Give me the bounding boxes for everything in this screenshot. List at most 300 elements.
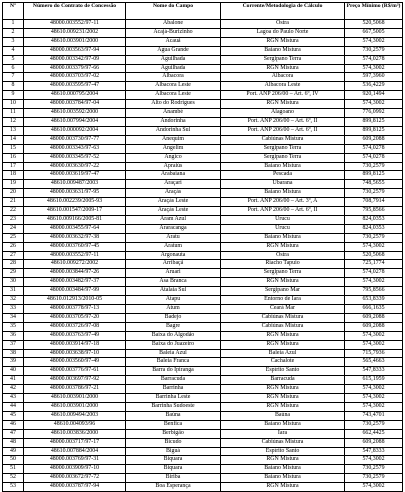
table-row	[3, 224, 403, 233]
cell-field-name: Aruari	[126, 269, 221, 278]
cell-minimum-price: 574,3002	[345, 331, 403, 340]
cell-methodology: Urucu	[221, 215, 345, 224]
cell-contract: 48610.003901/2000	[24, 402, 126, 411]
cell-minimum-price: 653,8339	[345, 296, 403, 305]
cell-contract: 48000.003455/97-64	[24, 224, 126, 233]
cell-methodology: Baiano Mistura	[221, 474, 345, 483]
table-row	[3, 135, 403, 144]
cell-field-name: Boa Esperança	[126, 483, 221, 492]
cell-methodology: Sergipano Terra	[221, 144, 345, 153]
cell-minimum-price: 824,0353	[345, 215, 403, 224]
cell-contract: 48610.007994/2004	[24, 117, 126, 126]
cell-contract: 48610.003592/2000	[24, 109, 126, 118]
cell-number: 7	[3, 73, 24, 82]
cell-minimum-price: 574,0278	[345, 144, 403, 153]
cell-field-name: Atapu	[126, 296, 221, 305]
cell-field-name: Biguá	[126, 447, 221, 456]
cell-methodology: Port. ANP 206/00 – Art. 6º, II	[221, 126, 345, 135]
cell-field-name: Argonauta	[126, 251, 221, 260]
table-row	[3, 456, 403, 465]
cell-number: 11	[3, 109, 24, 118]
cell-contract: 48000.003776/97-61	[24, 367, 126, 376]
cell-methodology: Baiano Mistura	[221, 46, 345, 55]
cell-minimum-price: 662,4425	[345, 429, 403, 438]
cell-methodology: Ubarana	[221, 180, 345, 189]
cell-field-name: Araracanga	[126, 224, 221, 233]
cell-contract: 48000.003730/97-77	[24, 135, 126, 144]
cell-contract: 48610.012913/2010-05	[24, 296, 126, 305]
cell-contract: 48000.003763/97-49	[24, 331, 126, 340]
cell-number: 22	[3, 207, 24, 216]
cell-minimum-price: 609,2088	[345, 322, 403, 331]
cell-contract: 48610.000795/2004	[24, 91, 126, 100]
cell-field-name: Baleia Azul	[126, 349, 221, 358]
cell-field-name: Angico	[126, 153, 221, 162]
cell-field-name: Arribaçã	[126, 260, 221, 269]
table-row	[3, 55, 403, 64]
cell-methodology: RGN Mistura	[221, 385, 345, 394]
cell-minimum-price: 574,3002	[345, 37, 403, 46]
cell-number: 24	[3, 224, 24, 233]
cell-field-name: Araçás	[126, 189, 221, 198]
cell-number: 41	[3, 376, 24, 385]
cell-methodology: Baiano Mistura	[221, 233, 345, 242]
table-row	[3, 438, 403, 447]
header-minimum-price: Preço Mínimo (R$/m³)	[345, 3, 403, 20]
cell-contract: 48000.003632/97-38	[24, 233, 126, 242]
table-row	[3, 91, 403, 100]
cell-contract: 48610.007884/2004	[24, 447, 126, 456]
table-row	[3, 233, 403, 242]
cell-number: 26	[3, 242, 24, 251]
cell-methodology: Cachalote	[221, 358, 345, 367]
cell-minimum-price: 666,1635	[345, 305, 403, 314]
cell-methodology: RGN Mistura	[221, 278, 345, 287]
cell-field-name: Araçás Leste	[126, 207, 221, 216]
table-row	[3, 180, 403, 189]
cell-number: 16	[3, 153, 24, 162]
cell-field-name: Biriba	[126, 474, 221, 483]
table-row	[3, 429, 403, 438]
cell-number: 4	[3, 46, 24, 55]
cell-field-name: Atalaia Sul	[126, 287, 221, 296]
cell-minimum-price: 565,4663	[345, 358, 403, 367]
table-row	[3, 100, 403, 109]
cell-methodology: RGN Mistura	[221, 64, 345, 73]
cell-number: 29	[3, 269, 24, 278]
cell-contract: 48000.003760/97-45	[24, 242, 126, 251]
table-body	[3, 20, 403, 492]
cell-minimum-price: 795,8566	[345, 207, 403, 216]
cell-contract: 48610.002239/2005-93	[24, 198, 126, 207]
cell-minimum-price: 574,3002	[345, 483, 403, 492]
cell-number: 19	[3, 180, 24, 189]
table-row	[3, 117, 403, 126]
cell-field-name: Barrinha	[126, 385, 221, 394]
cell-field-name: Asa Branca	[126, 278, 221, 287]
cell-methodology: Baiano Mistura	[221, 189, 345, 198]
cell-number: 36	[3, 331, 24, 340]
cell-field-name: Barra do Ipiranga	[126, 367, 221, 376]
table-row	[3, 64, 403, 73]
cell-number: 14	[3, 135, 24, 144]
cell-methodology: Cabiúnas Mistura	[221, 135, 345, 144]
minimum-price-table	[2, 2, 403, 492]
cell-contract: 48000.003778/97-13	[24, 305, 126, 314]
cell-minimum-price: 748,5655	[345, 180, 403, 189]
cell-methodology: Port. ANP 206/00 – Art. 3º, A	[221, 198, 345, 207]
cell-field-name: Anequim	[126, 135, 221, 144]
cell-contract: 48610.003901/2000	[24, 37, 126, 46]
table-row	[3, 73, 403, 82]
cell-number: 3	[3, 37, 24, 46]
table-row	[3, 109, 403, 118]
cell-field-name: Anambé	[126, 109, 221, 118]
cell-minimum-price: 547,8333	[345, 367, 403, 376]
cell-minimum-price: 609,2088	[345, 135, 403, 144]
cell-contract: 48000.003787/97-94	[24, 483, 126, 492]
cell-field-name: Acauã	[126, 37, 221, 46]
cell-field-name: Araçari	[126, 180, 221, 189]
table-row	[3, 215, 403, 224]
cell-field-name: Aratum	[126, 242, 221, 251]
cell-field-name: Abalone	[126, 20, 221, 29]
cell-field-name: Araçás Leste	[126, 198, 221, 207]
cell-field-name: Barrinha Sudoeste	[126, 402, 221, 411]
cell-methodology: Sergipano Terra	[221, 55, 345, 64]
cell-contract: 48610.004093/96	[24, 420, 126, 429]
cell-number: 38	[3, 349, 24, 358]
cell-number: 13	[3, 126, 24, 135]
cell-methodology: Baiano Mistura	[221, 162, 345, 171]
table-row	[3, 349, 403, 358]
table-row	[3, 402, 403, 411]
table-row	[3, 385, 403, 394]
cell-minimum-price: 574,3002	[345, 456, 403, 465]
cell-number: 9	[3, 91, 24, 100]
table-row	[3, 144, 403, 153]
cell-number: 44	[3, 402, 24, 411]
table-row	[3, 20, 403, 29]
cell-field-name: Biquara	[126, 456, 221, 465]
cell-number: 42	[3, 385, 24, 394]
table-row	[3, 474, 403, 483]
cell-number: 30	[3, 278, 24, 287]
header-contract: Número do Contrato de Concessão	[24, 3, 126, 20]
cell-number: 18	[3, 171, 24, 180]
cell-field-name: Barrinha Leste	[126, 394, 221, 403]
cell-contract: 48000.003705/97-20	[24, 313, 126, 322]
cell-number: 25	[3, 233, 24, 242]
cell-number: 28	[3, 260, 24, 269]
cell-field-name: Barracuda	[126, 376, 221, 385]
cell-methodology: RGN Mistura	[221, 402, 345, 411]
cell-number: 53	[3, 483, 24, 492]
cell-minimum-price: 574,0278	[345, 269, 403, 278]
table-row	[3, 82, 403, 91]
cell-contract: 48610.009166/2005-81	[24, 215, 126, 224]
cell-field-name: Berbigão	[126, 429, 221, 438]
cell-minimum-price: 547,8333	[345, 447, 403, 456]
table-row	[3, 313, 403, 322]
table-row	[3, 376, 403, 385]
cell-minimum-price: 730,2579	[345, 420, 403, 429]
cell-methodology: Alagoano	[221, 109, 345, 118]
cell-minimum-price: 776,0992	[345, 109, 403, 118]
cell-methodology: Urucu	[221, 224, 345, 233]
cell-number: 50	[3, 456, 24, 465]
table-row	[3, 46, 403, 55]
cell-methodology: RGN Mistura	[221, 340, 345, 349]
cell-methodology: Lagoa do Paulo Norte	[221, 28, 345, 37]
cell-field-name: Apraiús	[126, 162, 221, 171]
cell-minimum-price: 520,5068	[345, 20, 403, 29]
cell-number: 40	[3, 367, 24, 376]
cell-field-name: Angelim	[126, 144, 221, 153]
cell-contract: 48000.003484/97-99	[24, 287, 126, 296]
table-row	[3, 198, 403, 207]
cell-contract: 48000.003726/97-08	[24, 322, 126, 331]
cell-field-name: Benfica	[126, 420, 221, 429]
table-header-row	[3, 3, 403, 20]
cell-methodology: Baiano Mistura	[221, 420, 345, 429]
cell-contract: 48000.003619/97-47	[24, 171, 126, 180]
cell-contract: 48000.003769/97-31	[24, 456, 126, 465]
header-number: Nº	[3, 3, 24, 20]
table-row	[3, 171, 403, 180]
cell-number: 17	[3, 162, 24, 171]
cell-methodology: Albacora Leste	[221, 82, 345, 91]
cell-number: 6	[3, 64, 24, 73]
table-row	[3, 278, 403, 287]
cell-number: 23	[3, 215, 24, 224]
cell-contract: 48610.000092/2004	[24, 126, 126, 135]
cell-methodology: Port. ANP 206/00 – Art. 6º, II	[221, 207, 345, 216]
cell-field-name: Atum	[126, 305, 221, 314]
cell-number: 37	[3, 340, 24, 349]
cell-minimum-price: 730,2579	[345, 465, 403, 474]
cell-methodology: RGN Mistura	[221, 456, 345, 465]
cell-contract: 48610.003901/2000	[24, 394, 126, 403]
cell-contract: 48000.003560/97-49	[24, 358, 126, 367]
cell-minimum-price: 574,3002	[345, 402, 403, 411]
cell-number: 34	[3, 313, 24, 322]
cell-contract: 48000.003786/97-21	[24, 385, 126, 394]
cell-contract: 48610.009272/2002	[24, 260, 126, 269]
cell-methodology: Espírito Santo	[221, 367, 345, 376]
cell-number: 10	[3, 100, 24, 109]
cell-field-name: Baixa do Algodão	[126, 331, 221, 340]
cell-field-name: Aguilhada	[126, 55, 221, 64]
cell-contract: 48000.003697/97-92	[24, 376, 126, 385]
cell-minimum-price: 920,1494	[345, 91, 403, 100]
cell-number: 21	[3, 198, 24, 207]
cell-number: 51	[3, 465, 24, 474]
cell-minimum-price: 824,0353	[345, 224, 403, 233]
cell-number: 32	[3, 296, 24, 305]
cell-methodology: Sergipano Terra	[221, 269, 345, 278]
cell-methodology: RGN Mistura	[221, 331, 345, 340]
cell-field-name: Acajá-Burizinho	[126, 28, 221, 37]
cell-field-name: Aram Azul	[126, 215, 221, 224]
cell-methodology: Albacora	[221, 73, 345, 82]
cell-field-name: Baixa do Juazeiro	[126, 340, 221, 349]
cell-field-name: Albacora	[126, 73, 221, 82]
cell-field-name: Andorinha	[126, 117, 221, 126]
header-field-name: Nome do Campo	[126, 3, 221, 20]
cell-contract: 48000.003343/97-63	[24, 144, 126, 153]
cell-contract: 48000.003342/97-09	[24, 55, 126, 64]
cell-methodology: Cabiúnas Mistura	[221, 313, 345, 322]
table-row	[3, 296, 403, 305]
table-row	[3, 420, 403, 429]
cell-methodology: Baúna	[221, 411, 345, 420]
cell-minimum-price: 899,8125	[345, 126, 403, 135]
cell-methodology: Ostra	[221, 251, 345, 260]
cell-minimum-price: 743,4701	[345, 411, 403, 420]
cell-number: 5	[3, 55, 24, 64]
cell-methodology: Ceará Mar	[221, 305, 345, 314]
cell-contract: 48610.009487/2003	[24, 180, 126, 189]
cell-minimum-price: 574,0278	[345, 153, 403, 162]
cell-field-name: Baleia Franca	[126, 358, 221, 367]
cell-contract: 48610.009231/2002	[24, 28, 126, 37]
cell-methodology: Riacho Tapuio	[221, 260, 345, 269]
cell-minimum-price: 520,5068	[345, 251, 403, 260]
cell-number: 33	[3, 305, 24, 314]
cell-field-name: Aratu	[126, 233, 221, 242]
cell-minimum-price: 574,3002	[345, 64, 403, 73]
cell-contract: 48610.001547/2009-17	[24, 207, 126, 216]
cell-contract: 48000.003379/97-66	[24, 64, 126, 73]
cell-minimum-price: 667,5005	[345, 28, 403, 37]
cell-minimum-price: 574,3002	[345, 385, 403, 394]
cell-number: 20	[3, 189, 24, 198]
cell-methodology: Ostra	[221, 20, 345, 29]
cell-number: 49	[3, 447, 24, 456]
table-row	[3, 358, 403, 367]
cell-contract: 48000.003672/97-72	[24, 474, 126, 483]
cell-number: 1	[3, 20, 24, 29]
cell-minimum-price: 730,2579	[345, 189, 403, 198]
cell-number: 15	[3, 144, 24, 153]
cell-number: 35	[3, 322, 24, 331]
cell-minimum-price: 597,3960	[345, 73, 403, 82]
cell-number: 45	[3, 411, 24, 420]
cell-number: 31	[3, 287, 24, 296]
cell-contract: 48000.003345/97-52	[24, 153, 126, 162]
cell-minimum-price: 730,2579	[345, 162, 403, 171]
cell-number: 27	[3, 251, 24, 260]
cell-number: 8	[3, 82, 24, 91]
cell-contract: 48000.003844/97-26	[24, 269, 126, 278]
cell-field-name: Biquara	[126, 465, 221, 474]
cell-minimum-price: 609,2088	[345, 313, 403, 322]
table-row	[3, 367, 403, 376]
cell-methodology: Barracuda	[221, 376, 345, 385]
cell-field-name: Baúna	[126, 411, 221, 420]
cell-methodology: Port. ANP 206/00 – Art. 6º, II	[221, 117, 345, 126]
cell-contract: 48000.003717/97-17	[24, 438, 126, 447]
table-row	[3, 269, 403, 278]
cell-methodology: RGN Mistura	[221, 37, 345, 46]
cell-field-name: Arabaiana	[126, 171, 221, 180]
table-row	[3, 287, 403, 296]
cell-contract: 48000.003914/97-18	[24, 340, 126, 349]
cell-contract: 48000.003784/97-04	[24, 100, 126, 109]
cell-minimum-price: 574,3002	[345, 394, 403, 403]
cell-contract: 48000.003552/97-11	[24, 251, 126, 260]
cell-methodology: RGN Mistura	[221, 242, 345, 251]
table-row	[3, 331, 403, 340]
cell-contract: 48000.003638/97-10	[24, 349, 126, 358]
cell-minimum-price: 899,8125	[345, 117, 403, 126]
cell-minimum-price: 899,8125	[345, 171, 403, 180]
cell-methodology: Cabiúnas Mistura	[221, 438, 345, 447]
cell-field-name: Andorinha Sul	[126, 126, 221, 135]
cell-minimum-price: 574,3002	[345, 340, 403, 349]
cell-field-name: Albacora Leste	[126, 91, 221, 100]
cell-number: 52	[3, 474, 24, 483]
cell-field-name: Bagre	[126, 322, 221, 331]
cell-methodology: Pescada	[221, 171, 345, 180]
cell-methodology: Espírito Santo	[221, 447, 345, 456]
table-row	[3, 483, 403, 492]
cell-minimum-price: 730,2579	[345, 474, 403, 483]
cell-methodology: RGN Mistura	[221, 483, 345, 492]
cell-minimum-price: 730,2579	[345, 46, 403, 55]
cell-minimum-price: 708,7914	[345, 198, 403, 207]
table-row	[3, 189, 403, 198]
cell-contract: 48000.003909/97-10	[24, 465, 126, 474]
cell-field-name: Bicudo	[126, 438, 221, 447]
table-row	[3, 411, 403, 420]
cell-minimum-price: 574,3002	[345, 278, 403, 287]
cell-minimum-price: 574,0278	[345, 55, 403, 64]
table-row	[3, 340, 403, 349]
cell-methodology: Sergipano Mar	[221, 287, 345, 296]
table-row	[3, 465, 403, 474]
cell-contract: 48000.003595/97-47	[24, 82, 126, 91]
cell-minimum-price: 536,4229	[345, 82, 403, 91]
table-row	[3, 260, 403, 269]
cell-minimum-price: 715,7936	[345, 349, 403, 358]
table-row	[3, 242, 403, 251]
cell-contract: 48610.009494/2003	[24, 411, 126, 420]
cell-methodology: Port. ANP 206/00 – Art. 6º, IV	[221, 91, 345, 100]
cell-contract: 48000.003630/97-22	[24, 162, 126, 171]
cell-minimum-price: 730,2579	[345, 233, 403, 242]
cell-minimum-price: 574,3002	[345, 100, 403, 109]
cell-methodology: Entorno de Iara	[221, 296, 345, 305]
header-methodology: Corrente/Metodologia de Cálculo	[221, 3, 345, 20]
cell-number: 2	[3, 28, 24, 37]
cell-number: 39	[3, 358, 24, 367]
table-row	[3, 37, 403, 46]
table-row	[3, 162, 403, 171]
cell-minimum-price: 609,2088	[345, 438, 403, 447]
cell-field-name: Badejo	[126, 313, 221, 322]
table-row	[3, 394, 403, 403]
table-row	[3, 28, 403, 37]
cell-methodology: Iara	[221, 429, 345, 438]
table-row	[3, 126, 403, 135]
cell-contract: 48000.003563/97-94	[24, 46, 126, 55]
cell-minimum-price: 795,8566	[345, 287, 403, 296]
table-row	[3, 322, 403, 331]
cell-number: 48	[3, 438, 24, 447]
cell-methodology: RGN Mistura	[221, 100, 345, 109]
